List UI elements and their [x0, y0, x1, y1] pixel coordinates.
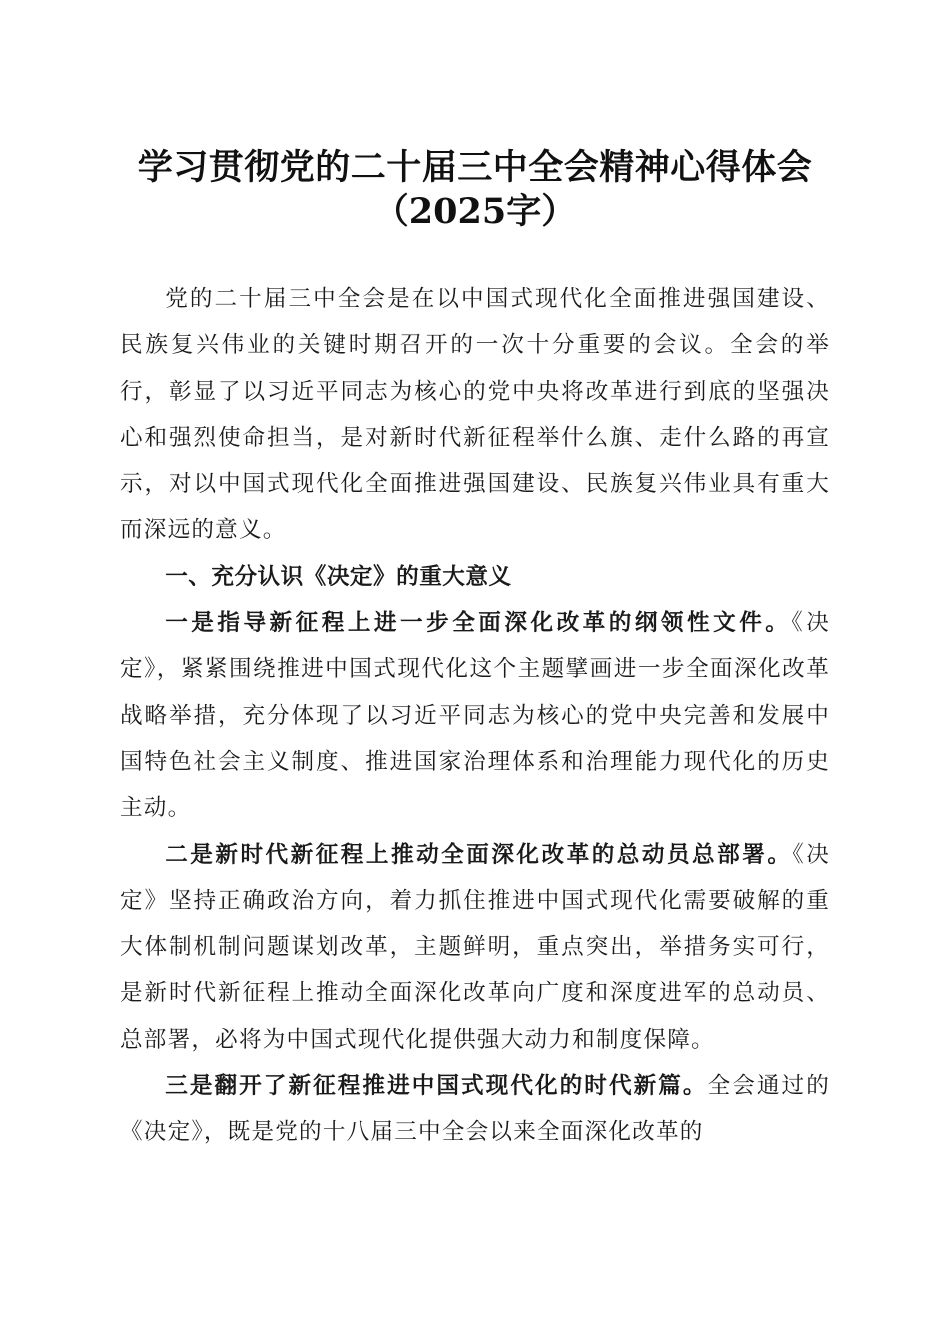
- document-subtitle-word-count: （2025字）: [373, 191, 577, 232]
- point-one-lead: 一是指导新征程上进一步全面深化改革的纲领性文件。: [165, 610, 792, 637]
- section-heading: 一、充分认识《决定》的重大意义: [165, 563, 512, 590]
- point-two-paragraph: [120, 832, 830, 1063]
- point-two-lead: 二是新时代新征程上推动全面深化改革的总动员总部署。: [165, 841, 793, 868]
- document-body: [120, 276, 830, 1156]
- point-one-paragraph: [120, 600, 830, 831]
- intro-paragraph: [120, 276, 830, 554]
- point-three-lead: 三是翻开了新征程推进中国式现代化的时代新篇。: [165, 1073, 708, 1100]
- point-one-text: 《决定》，紧紧围绕推进中国式现代化这个主题擘画进一步全面深化改革战略举措，充分体现了以习近平同志为核心的党中央完善和发展中国特色社会主义制度、推进国家治理体系和治理能力现代化的历史主动。: [120, 610, 830, 822]
- point-three-paragraph: [120, 1063, 830, 1156]
- point-three-text: 全会通过的《决定》，既是党的十八届三中全会以来全面深化改革的: [120, 1073, 831, 1146]
- document-title: 学习贯彻党的二十届三中全会精神心得体会: [137, 147, 813, 188]
- intro-paragraph-text: 党的二十届三中全会是在以中国式现代化全面推进强国建设、民族复兴伟业的关键时期召开的一次十分重要的会议。全会的举行，彰显了以习近平同志为核心的党中央将改革进行到底的坚强决心和强烈使命担当，是对新时代新征程举什么旗、走什么路的再宣示，对以中国式现代化全面推进强国建设、民族复兴伟业具有重大而深远的意义。: [120, 286, 830, 544]
- point-two-text: 《决定》坚持正确政治方向，着力抓住推进中国式现代化需要破解的重大体制机制问题谋划改革，主题鲜明，重点突出，举措务实可行，是新时代新征程上推动全面深化改革向广度和深度进军的总动员、总部署，必将为中国式现代化提供强大动力和制度保障。: [120, 841, 831, 1053]
